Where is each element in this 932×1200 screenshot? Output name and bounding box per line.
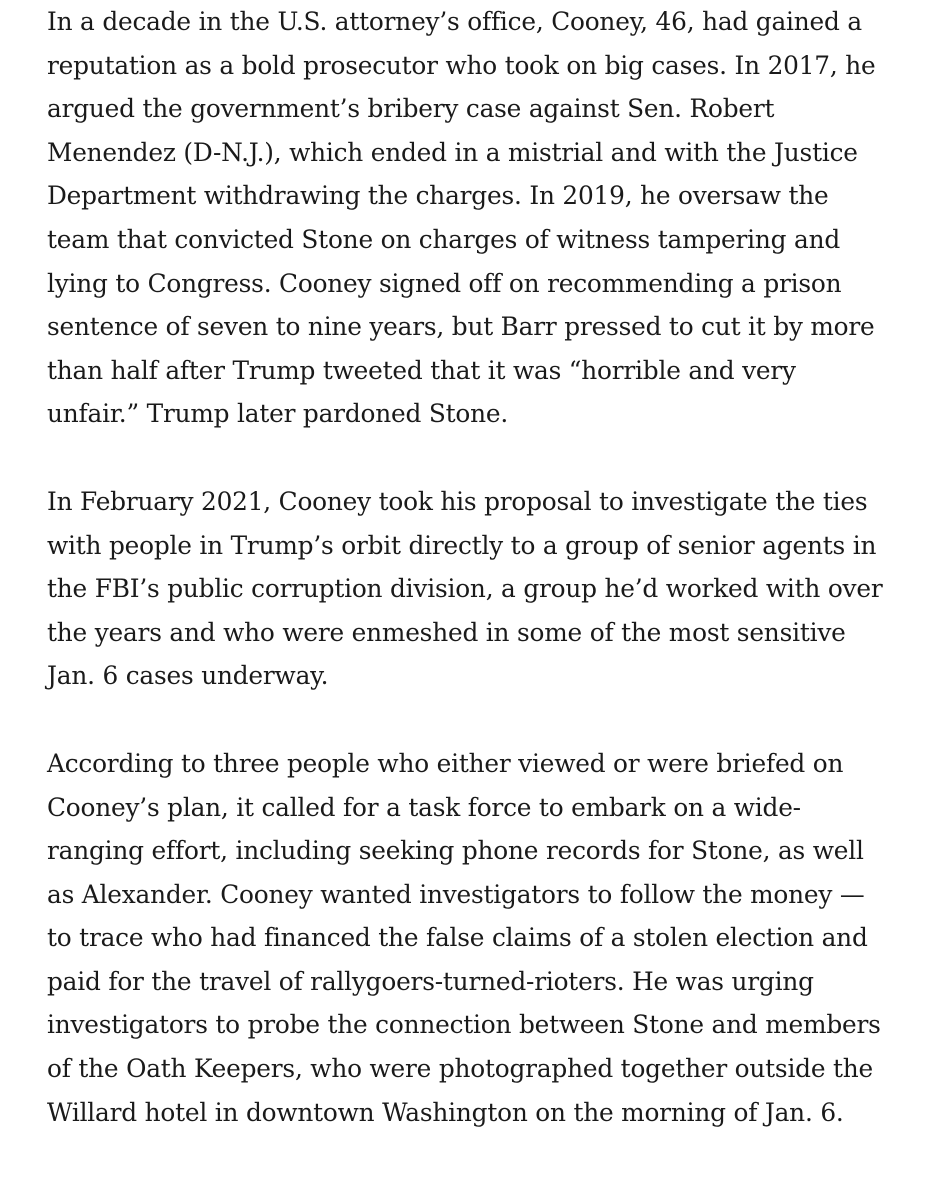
article-paragraph: In February 2021, Cooney took his proposal to investigate the ties with people in Trump’s orbit directly to a group of senior agents in the FBI’s public corruption division, a group he’d worked with over the years and who were enmeshed in some of the most sensitive Jan. 6 cases underway. — [47, 486, 883, 691]
article-paragraph: According to three people who either viewed or were briefed on Cooney’s plan, it called for a task force to embark on a wide-ranging effort, including seeking phone records for Stone, as well as Alexander. Cooney wanted investigators to follow the money — to trace who had financed the false claims of a stolen election and paid for the travel of rallygoers-turned-rioters. He was urging investigators to probe the connection between Stone and members of the Oath Keepers, who were photographed together outside the Willard hotel in downtown Washington on the morning of Jan. 6. — [47, 748, 881, 1127]
article-paragraph: In a decade in the U.S. attorney’s office, Cooney, 46, had gained a reputation as a bold prosecutor who took on big cases. In 2017, he argued the government’s bribery case against Sen. Robert Menendez (D-N.J.), which ended in a mistrial and with the Justice Department withdrawing the charges. In 2019, he oversaw the team that convicted Stone on charges of witness tampering and lying to Congress. Cooney signed off on recommending a prison sentence of seven to nine years, but Barr pressed to cut it by more than half after Trump tweeted that it was “horrible and very unfair.” Trump later pardoned Stone. — [47, 7, 876, 429]
